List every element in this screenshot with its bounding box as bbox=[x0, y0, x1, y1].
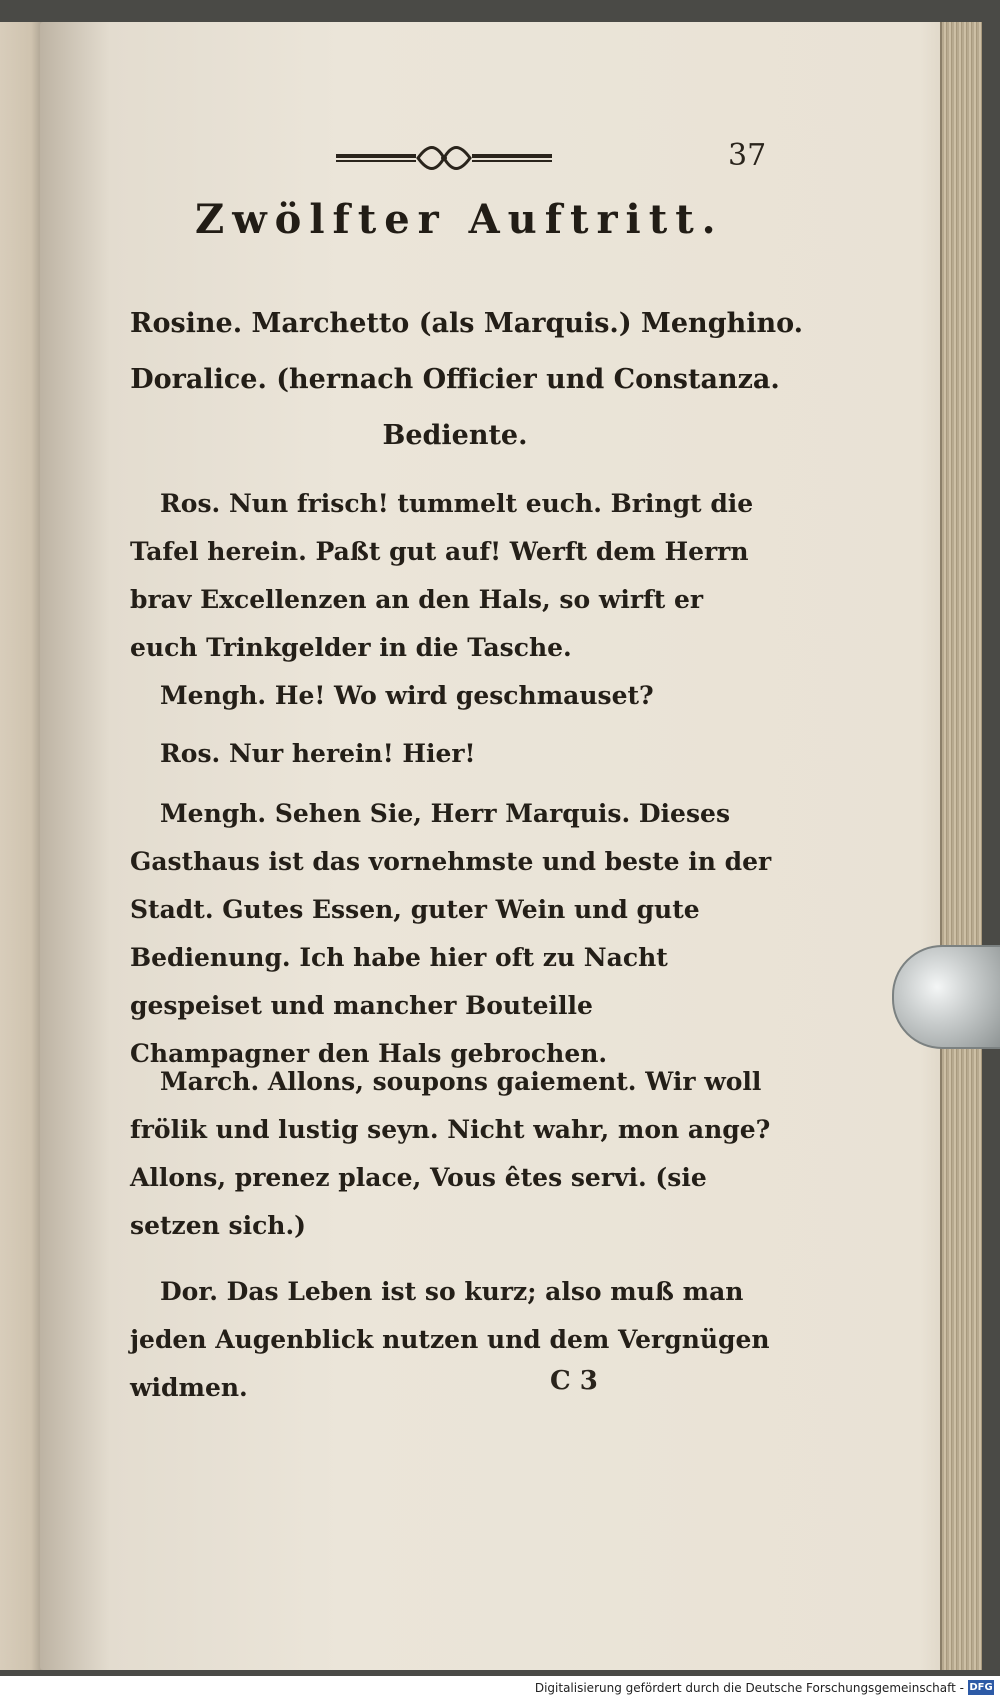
funding-credit: Digitalisierung gefördert durch die Deutsche Forschungsgemeinschaft - bbox=[534, 1681, 964, 1695]
speaker-name: Dor. bbox=[160, 1277, 218, 1306]
speech-block bbox=[130, 790, 775, 1078]
page-number: 37 bbox=[728, 138, 767, 173]
speech-text: Das Leben ist so kurz; also muß man jeden Augenblick nutzen und dem Vergnügen widmen. bbox=[130, 1277, 770, 1402]
cast-line: Doralice. (hernach Officier und Constanza. bbox=[130, 364, 780, 395]
speech-block bbox=[130, 480, 775, 672]
cast-list bbox=[130, 296, 804, 464]
cast-line: Rosine. Marchetto (als Marquis.) Menghino. bbox=[130, 308, 804, 339]
speech-text: He! Wo wird geschmauset? bbox=[274, 681, 654, 710]
signature-mark: C 3 bbox=[550, 1366, 598, 1396]
speech-block bbox=[130, 1058, 775, 1250]
page-clip bbox=[892, 945, 1000, 1049]
speech-text: Nur herein! Hier! bbox=[228, 739, 476, 768]
cast-line: Bediente. bbox=[382, 420, 528, 451]
dfg-logo: DFG bbox=[969, 1682, 993, 1693]
speech-block bbox=[130, 730, 775, 778]
speaker-name: Ros. bbox=[160, 489, 221, 518]
speech-text: Sehen Sie, Herr Marquis. Dieses Gasthaus ist das vornehmste und beste in der Stadt. Gutes Essen, guter Wein und gute Bedienung. Ich habe hier oft zu Nacht gespeiset und mancher Bouteille Champagner den Hals gebrochen. bbox=[130, 799, 772, 1068]
page-stack-edge bbox=[940, 22, 982, 1670]
speech-text: Allons, soupons gaiement. Wir woll frölik und lustig seyn. Nicht wahr, mon ange? Allons, prenez place, Vous êtes servi. (sie setzen sich.) bbox=[130, 1067, 771, 1240]
speaker-name: March. bbox=[160, 1067, 260, 1096]
speech-block bbox=[130, 1268, 775, 1412]
speech-text: Nun frisch! tummelt euch. Bringt die Tafel herein. Paßt gut auf! Werft dem Herrn brav Excellenzen an den Hals, so wirft er euch Trinkgelder in die Tasche. bbox=[130, 489, 754, 662]
speaker-name: Ros. bbox=[160, 739, 221, 768]
speech-block bbox=[130, 672, 775, 720]
speaker-name: Mengh. bbox=[160, 799, 267, 828]
scene-title: Zwölfter Auftritt. bbox=[195, 196, 724, 243]
ornament-divider bbox=[336, 144, 552, 172]
speaker-name: Mengh. bbox=[160, 681, 267, 710]
